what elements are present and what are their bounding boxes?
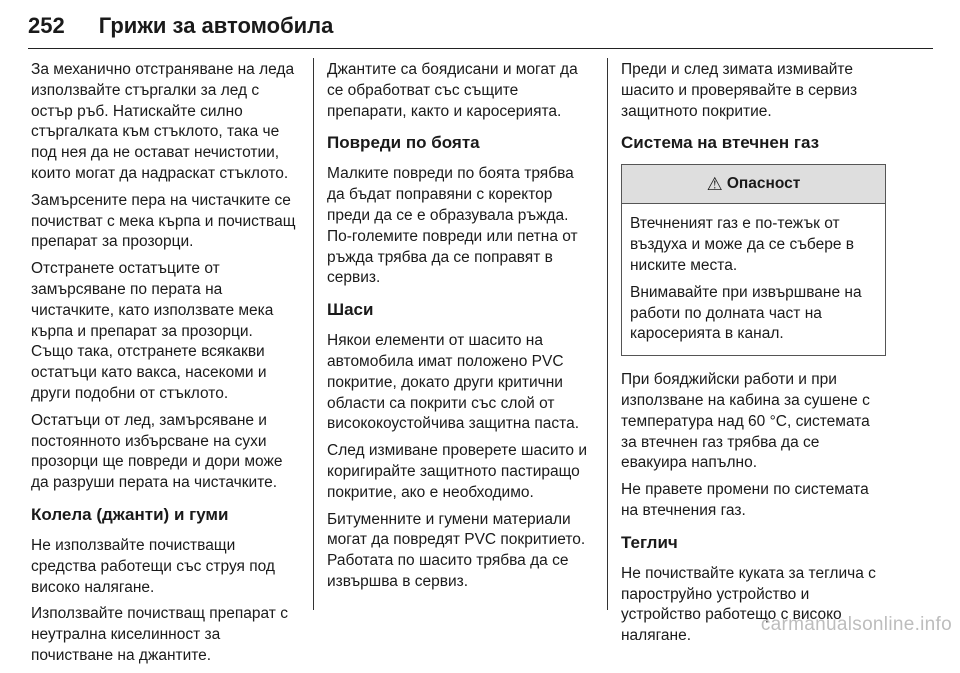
danger-notice [621, 164, 886, 356]
danger-notice-title: Опасност [726, 174, 801, 192]
paragraph-paint-booth: При бояджийски работи и при използване на кабина за сушене с температура над 60 °C, системата за втечнен газ трябва да се евакуира напълно. [621, 371, 870, 472]
heading-paint-damage: Повреди по боята [327, 133, 480, 153]
danger-notice-header [622, 165, 885, 204]
paragraph-towbar-cleaning: Не почиствайте куката за теглича с пароструйно устройство и устройство работещо с високо налягане. [621, 564, 876, 645]
heading-wheels-tyres: Колела (джанти) и гуми [31, 504, 229, 524]
column-divider [607, 58, 608, 610]
paragraph-wiper-cleaning: Замърсените пера на чистачките се почистват с мека кърпа и почистващ препарат за прозорци. [31, 191, 296, 251]
paragraph-wiper-residue: Отстранете остатъците от замърсяване по перата на чистачките, като използвате мека кърпа и препарат за прозорци. Също така, отстранете всякакви остатъци като вакса, насекоми и други подобни от стъклото. [31, 260, 274, 402]
heading-chassis: Шаси [327, 300, 374, 320]
paragraph-check-chassis: След измиване проверете шасито и коригирайте защитното пастиращо покритие, ако е необходимо. [327, 442, 587, 501]
paragraph-ice-scraper: За механично отстраняване на леда използвайте стъргалки за лед с остър ръб. Натискайте силно стъргалката към стъклото, така че под нея да не остават нечистотии, които могат да надраскат стъклото. [31, 61, 295, 182]
watermark: carmanualsonline.info [760, 614, 952, 635]
danger-notice-body [622, 204, 885, 355]
heading-towbar: Теглич [621, 532, 678, 552]
paragraph-wiper-damage: Остатъци от лед, замърсяване и постоянното избърсване на сухи прозорци ще повреди и дори може да разруши перата на чистачките. [31, 411, 283, 492]
page-number: 252 [28, 13, 65, 38]
paragraph-neutral-cleaner: Използвайте почистващ препарат с неутрална киселинност за почистване на джантите. [31, 605, 288, 664]
column-middle [327, 60, 592, 599]
paragraph-pvc-coating: Някои елементи от шасито на автомобила имат положено PVC покритие, докато други критични области са покрити със слой от висококоустойчива защитна паста. [327, 332, 580, 433]
page-title: Грижи за автомобила [98, 13, 334, 38]
paragraph-winter-wash: Преди и след зимата измивайте шасито и проверявайте в сервиз защитното покритие. [621, 61, 858, 120]
column-divider [313, 58, 314, 610]
paragraph-bitumen: Битуменните и гумени материали могат да повредят PVC покритието. Работата по шасито трябва да се извършва в сервиз. [327, 510, 586, 590]
paragraph-rims-painted: Джантите са боядисани и могат да се обработват със същите препарати, както и каросерията. [327, 61, 578, 120]
heading-lpg-system: Система на втечнен газ [621, 133, 820, 153]
warning-triangle-icon: ⚠ [706, 174, 723, 195]
paragraph-no-high-pressure: Не използвайте почистващи средства работещи със струя под високо налягане. [31, 536, 275, 596]
paragraph-no-modifications: Не правете промени по системата на втечнения газ. [621, 481, 869, 519]
column-left [31, 60, 296, 673]
danger-paragraph-heavier-gas: Втечненият газ е по-тежък от въздуха и може да се събере в ниските места. [630, 215, 855, 274]
paragraph-paint-repair: Малките повреди по боята трябва да бъдат поправяни с коректор преди да се е образувала ръжда. По-големите повреди или петна от ръжда трябва да се поправят в сервиз. [327, 165, 578, 287]
danger-paragraph-pit-work: Внимавайте при извършване на работи по долната част на каросерията в канал. [630, 283, 862, 343]
page-header [28, 4, 933, 49]
column-right [621, 60, 886, 653]
